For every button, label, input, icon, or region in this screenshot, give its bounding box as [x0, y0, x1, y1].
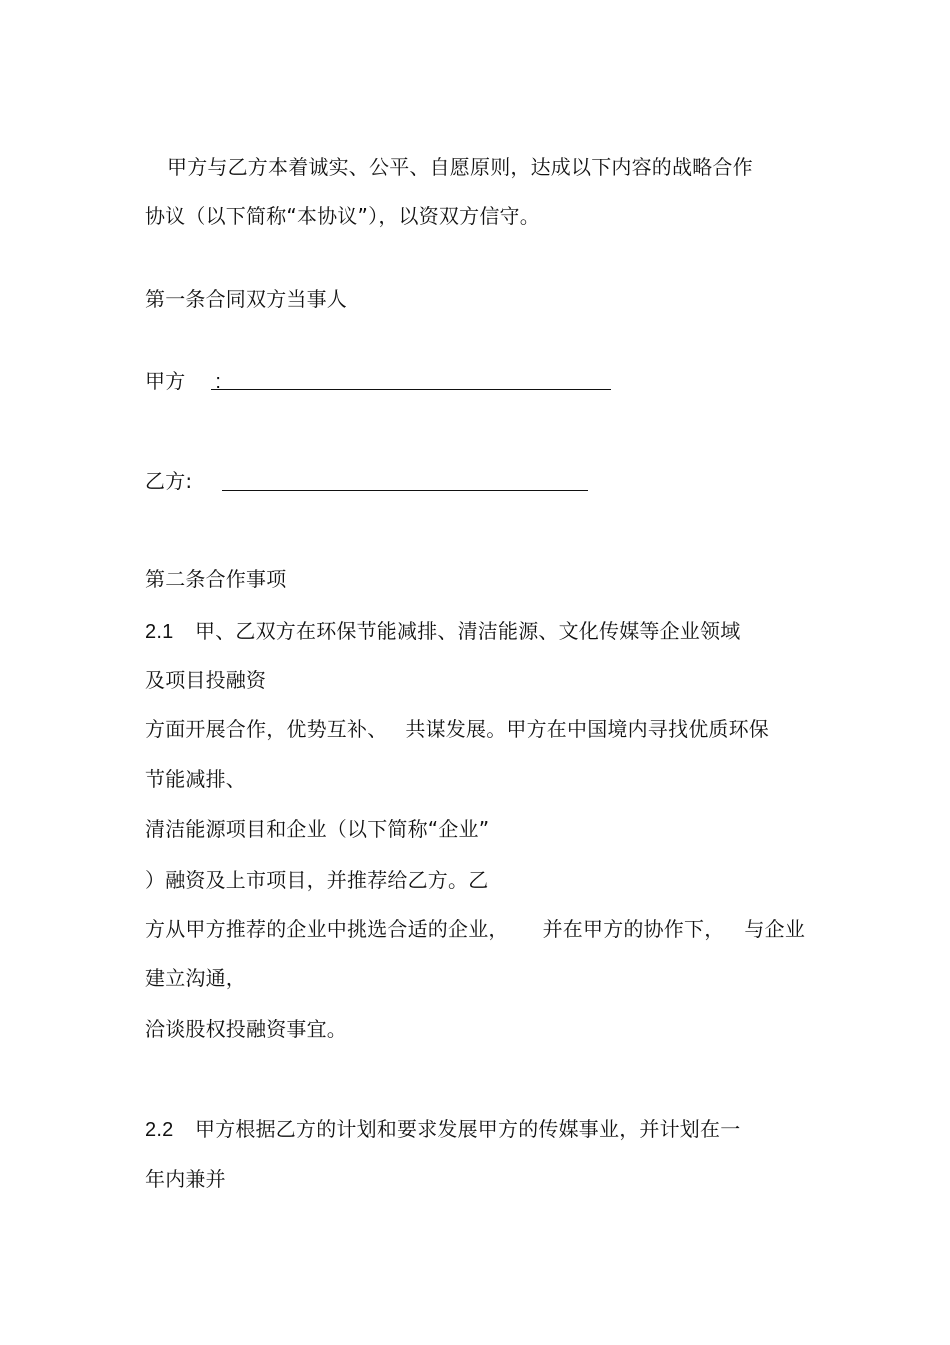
party-a-row	[145, 369, 221, 394]
clause-2-1-text-1: 甲、乙双方在环保节能减排、清洁能源、文化传媒等企业领域	[195, 619, 741, 643]
clause-2-1-line-1	[145, 619, 740, 644]
party-a-colon: :	[215, 371, 222, 393]
party-b-blank-line	[222, 490, 588, 491]
intro-line-2: 协议（以下简称“本协议”），以资双方信守。	[145, 204, 540, 228]
party-a-label: 甲方	[145, 369, 186, 393]
clause-2-1-line-3	[145, 717, 769, 741]
clause-2-1-line-7	[145, 917, 805, 941]
clause-2-1-text-7b: 并在甲方的协作下，	[542, 917, 725, 941]
clause-2-1-number: 2.1	[145, 621, 174, 643]
party-b-label: 乙方:	[145, 469, 193, 493]
article-2-heading: 第二条合作事项	[145, 567, 287, 591]
article-1-heading: 第一条合同双方当事人	[145, 287, 347, 311]
clause-2-2-text-1: 甲方根据乙方的计划和要求发展甲方的传媒事业，并计划在一	[195, 1117, 741, 1141]
clause-2-1-text-7c: 与企业	[744, 917, 806, 941]
clause-2-1-text-7a: 方从甲方推荐的企业中挑选合适的企业，	[145, 917, 509, 941]
clause-2-1-line-2: 及项目投融资	[145, 668, 267, 692]
clause-2-2-number: 2.2	[145, 1119, 174, 1141]
clause-2-1-line-8: 建立沟通，	[145, 966, 246, 990]
clause-2-1-line-5: 清洁能源项目和企业（以下简称“企业”	[145, 817, 490, 841]
clause-2-1-text-3a: 方面开展合作，优势互补、	[145, 717, 388, 741]
party-a-blank-line	[211, 389, 611, 390]
intro-line-1: 甲方与乙方本着诚实、公平、自愿原则，达成以下内容的战略合作	[167, 155, 753, 179]
clause-2-2-line-2: 年内兼并	[145, 1167, 226, 1191]
clause-2-1-text-3b: 共谋发展。甲方在中国境内寻找优质环保	[405, 717, 770, 741]
clause-2-1-line-4: 节能减排、	[145, 767, 246, 791]
clause-2-2-line-1	[145, 1117, 740, 1142]
clause-2-1-line-9: 洽谈股权投融资事宜。	[145, 1017, 347, 1041]
clause-2-1-line-6: ）融资及上市项目，并推荐给乙方。乙	[145, 868, 489, 892]
